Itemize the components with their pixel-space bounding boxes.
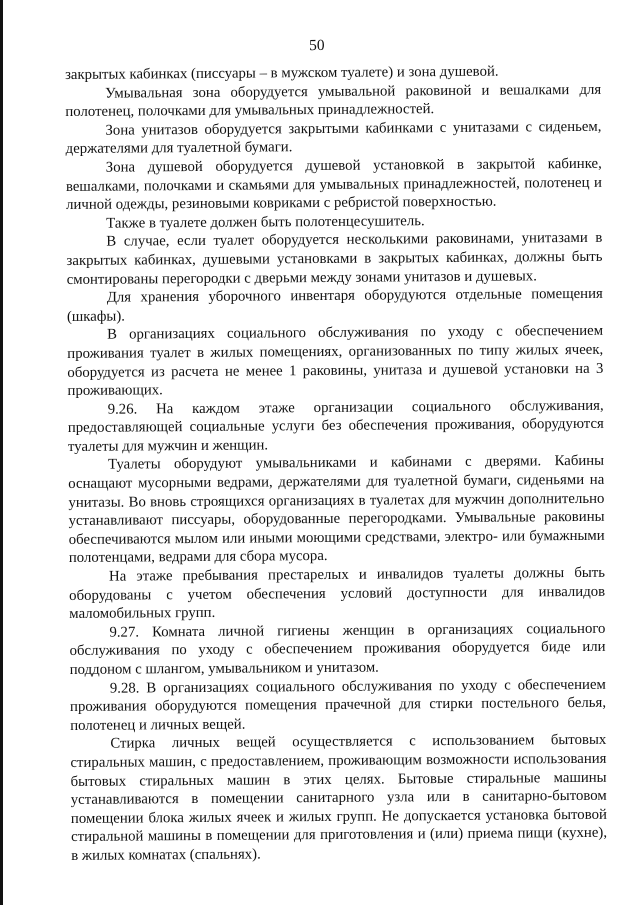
paragraph: В случае, если туалет оборудуется несколькими раковинами, унитазами в закрытых кабинках, душевыми установками в закрытых кабинках, должны быть смонтированы перегородки с дверьми между зонами унитазов и душевых. (66, 230, 603, 288)
paragraph-section-9-26: 9.26. На каждом этаже организации социального обслуживания, предоставляющей социальные услуги без обеспечения проживания, оборудуются туалеты для мужчин и женщин. (67, 397, 604, 455)
paragraph: Для хранения уборочного инвентаря оборудуются отдельные помещения (шкафы). (66, 285, 603, 325)
paragraph: Туалеты оборудуют умывальниками и кабинами с дверями. Кабины оснащают мусорными ведрами, держателями для туалетной бумаги, сиденьями на унитазы. Во вновь строящихся организациях в туалетах для мужчин дополнительно устанавливают писсуары, оборудованные перегородками. Умывальные раковины обеспечиваются мылом или иными моющими средствами, электро- или бумажными полотенцами, ведрами для сбора мусора. (68, 453, 605, 567)
paragraph: Зона душевой оборудуется душевой установкой в закрытой кабинке, вешалками, полочками и скамьями для умывальных принадлежностей, полотенец и личной одежды, резиновыми ковриками с ребристой поверхностью. (65, 155, 602, 214)
paragraph: В организациях социального обслуживания по уходу с обеспечением проживания туалет в жилых помещениях, организованных по типу жилых ячеек, оборудуется из расчета не менее 1 раковины, унитаза и душевой установки на 3 проживающих. (67, 323, 604, 400)
paragraph-section-9-27: 9.27. Комната личной гигиены женщин в организациях социального обслуживания по уходу с обеспечением проживания оборудуется биде или поддоном с шлангом, умывальником и унитазом. (69, 620, 606, 678)
paragraph: Умывальная зона оборудуется умывальной раковиной и вешалками для полотенец, полочками для умывальных принадлежностей. (65, 81, 602, 121)
paragraph-section-9-28: 9.28. В организациях социального обслуживания по уходу с обеспечением проживания оборудуются помещения прачечной для стирки постельного белья, полотенец и личных вещей. (69, 676, 607, 734)
paragraph: На этаже пребывания престарелых и инвалидов туалеты должны быть оборудованы с учетом обеспечения условий доступности для инвалидов маломобильных групп. (69, 564, 606, 623)
document-body (65, 62, 607, 866)
paragraph: закрытых кабинках (писсуары – в мужском туалете) и зона душевой. (64, 63, 499, 83)
paragraph: Зона унитазов оборудуется закрытыми кабинками с унитазами с сиденьем, держателями для туалетной бумаги. (65, 118, 602, 158)
paragraph: Также в туалете должен быть полотенцесушитель. (106, 212, 425, 232)
page-number: 50 (309, 36, 325, 55)
paragraph: Стирка личных вещей осуществляется с использованием бытовых стиральных машин, с предоставлением, проживающим возможности использования бытовых стиральных машин в этих целях. Бытовые стиральные машины устанавливаются в помещении санитарного узла или в санитарно-бытовом помещении блока жилых ячеек и жилых групп. Не допускается установка бытовой стиральной машины в помещении для приготовления и (или) приема пищи (кухне), в жилых комнатах (спальнях). (70, 732, 608, 864)
